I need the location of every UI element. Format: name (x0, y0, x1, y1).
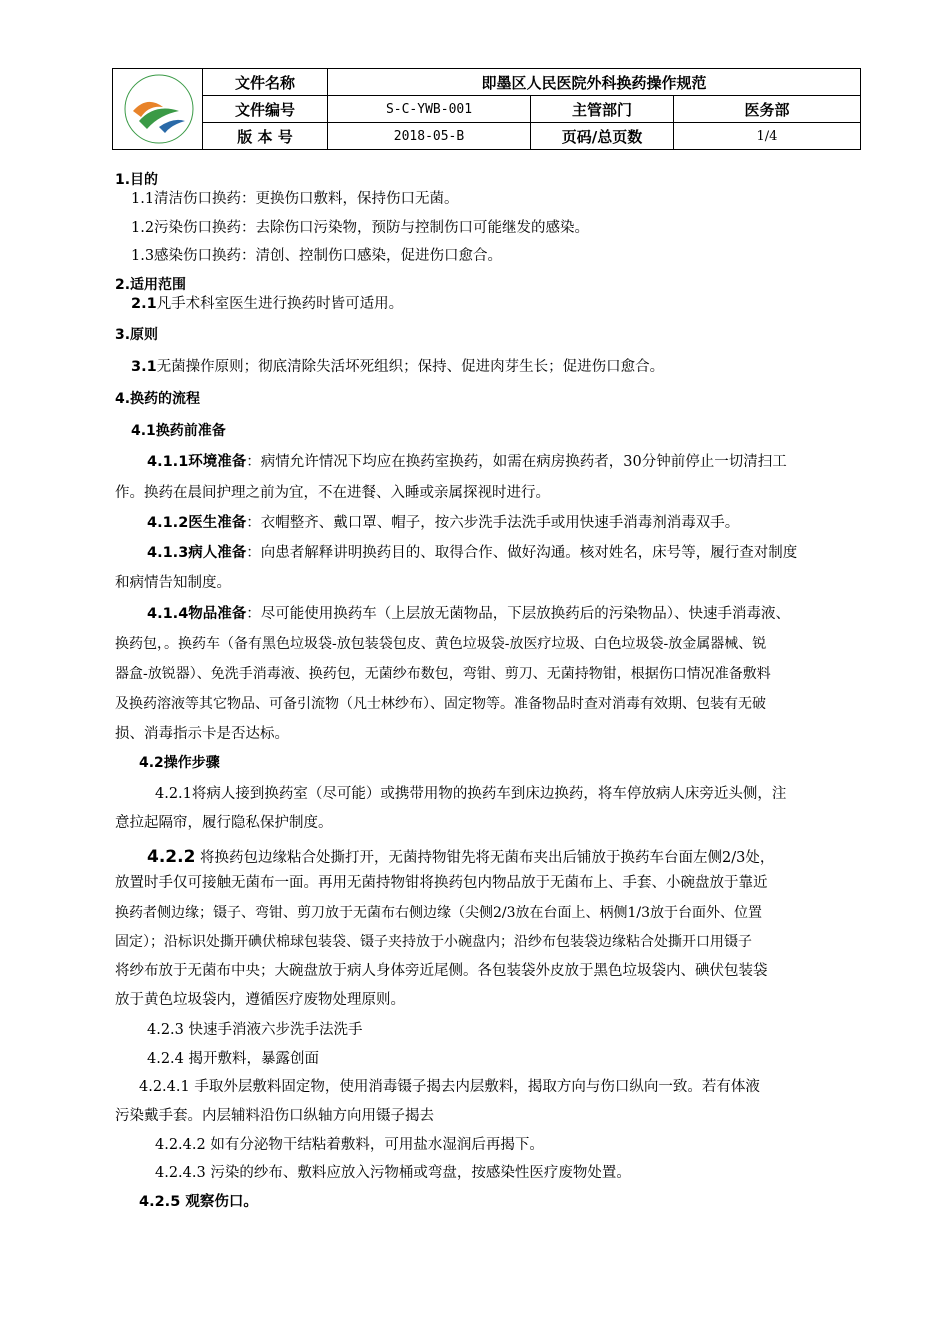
paragraph-4-2-2-line2: 放置时手仅可接触无菌布一面。再用无菌持物钳将换药包内物品放于无菌布上、手套、小碗盘放于靠近 (115, 875, 768, 891)
paragraph-1-2: 1.2污染伤口换药：去除伤口污染物，预防与控制伤口可能继发的感染。 (131, 220, 590, 236)
section-1-heading: 1.目的 (115, 172, 159, 188)
paragraph-4-1-2 (147, 513, 739, 533)
paragraph-4-2-2-line6: 放于黄色垃圾袋内，遵循医疗废物处理原则。 (115, 992, 405, 1008)
section-4-1-heading: 4.1换药前准备 (131, 423, 226, 439)
paragraph-4-2-5: 4.2.5 观察伤口。 (139, 1194, 258, 1210)
paragraph-4-2-4-1-line1: 4.2.4.1 手取外层敷料固定物，使用消毒镊子揭去内层敷料，揭取方向与伤口纵向一致。若有体液 (139, 1079, 760, 1095)
paragraph-4-1-4-text: ：尽可能使用换药车（上层放无菌物品，下层放换药后的污染物品）、快速手消毒液、 (246, 606, 791, 622)
label-version: 版 本 号 (203, 123, 328, 149)
paragraph-1-1: 1.1清洁伤口换药：更换伤口敷料，保持伤口无菌。 (131, 191, 459, 207)
paragraph-4-1-4-head: 4.1.4物品准备 (147, 606, 247, 622)
version-value: 2018-05-B (328, 123, 531, 149)
section-4-2-heading: 4.2操作步骤 (139, 755, 220, 771)
paragraph-4-1-1-text: ：病情允许情况下均应在换药室换药，如需在病房换药者，30分钟前停止一切清扫工 (246, 454, 787, 470)
paragraph-4-2-4-1-line2: 污染戴手套。内层辅料沿伤口纵轴方向用镊子揭去 (115, 1108, 434, 1124)
paragraph-2-1-text: 凡手术科室医生进行换药时皆可适用。 (156, 296, 404, 312)
label-file-number: 文件编号 (203, 96, 328, 123)
paragraph-4-1-3-head: 4.1.3病人准备 (147, 545, 247, 561)
paragraph-4-1-1-head: 4.1.1环境准备 (147, 454, 247, 470)
paragraph-4-1-4-line3: 器盒-放锐器）、免洗手消毒液、换药包，无菌纱布数包，弯钳、剪刀、无菌持物钳，根据伤口情况准备敷料 (115, 666, 771, 682)
hospital-logo-icon (119, 71, 199, 147)
paragraph-4-2-1-line1: 4.2.1将病人接到换药室（尽可能）或携带用物的换药车到床边换药，将车停放病人床旁近头侧，注 (155, 786, 787, 802)
paragraph-4-2-4: 4.2.4 揭开敷料，暴露创面 (147, 1051, 320, 1067)
department-value: 医务部 (674, 96, 860, 123)
paragraph-4-2-3: 4.2.3 快速手消液六步洗手法洗手 (147, 1022, 363, 1038)
label-file-name: 文件名称 (203, 69, 328, 96)
paragraph-1-3: 1.3感染伤口换药：清创、控制伤口感染，促进伤口愈合。 (131, 248, 503, 264)
paragraph-4-2-2-line5: 将纱布放于无菌布中央；大碗盘放于病人身体旁近尾侧。各包装袋外皮放于黑色垃圾袋内、碘伏包装袋 (115, 963, 768, 979)
paragraph-4-1-2-text: ：衣帽整齐、戴口罩、帽子，按六步洗手法洗手或用快速手消毒剂消毒双手。 (246, 515, 740, 531)
paragraph-4-1-1-line2: 作。换药在晨间护理之前为宜，不在进餐、入睡或亲属探视时进行。 (115, 485, 550, 501)
paragraph-4-1-1-line1 (147, 452, 787, 472)
paragraph-4-1-3-text: ：向患者解释讲明换药目的、取得合作、做好沟通。核对姓名，床号等，履行查对制度 (246, 545, 798, 561)
section-3-heading: 3.原则 (115, 327, 159, 343)
paragraph-4-1-3-line1 (147, 543, 797, 563)
paragraph-4-1-4-line1 (147, 604, 790, 624)
paragraph-4-1-3-line2: 和病情告知制度。 (115, 575, 231, 591)
paragraph-4-2-4-2: 4.2.4.2 如有分泌物干结粘着敷料，可用盐水湿润后再揭下。 (155, 1137, 544, 1153)
paragraph-2-1-number: 2.1 (131, 296, 157, 312)
paragraph-4-2-2-line1 (147, 847, 774, 868)
label-department: 主管部门 (531, 96, 674, 123)
paragraph-4-1-4-line2: 换药包，。换药车（备有黑色垃圾袋-放包装袋包皮、黄色垃圾袋-放医疗垃圾、白色垃圾袋-放金属器械、锐 (115, 636, 767, 652)
paragraph-3-1-number: 3.1 (131, 359, 157, 375)
paragraph-2-1 (131, 294, 403, 314)
paragraph-3-1 (131, 357, 664, 377)
paragraph-4-2-4-3: 4.2.4.3 污染的纱布、敷料应放入污物桶或弯盘，按感染性医疗废物处置。 (155, 1165, 631, 1181)
paragraph-4-1-2-head: 4.1.2医生准备 (147, 515, 247, 531)
paragraph-3-1-text: 无菌操作原则；彻底清除失活坏死组织；保持、促进肉芽生长；促进伤口愈合。 (156, 359, 665, 375)
paragraph-4-2-1-line2: 意拉起隔帘，履行隐私保护制度。 (115, 815, 333, 831)
page-value: 1/4 (756, 128, 778, 144)
file-name-value: 即墨区人民医院外科换药操作规范 (328, 69, 860, 96)
paragraph-4-1-4-line4: 及换药溶液等其它物品、可备引流物（凡士林纱布）、固定物等。准备物品时查对消毒有效期、包装有无破 (115, 696, 766, 712)
paragraph-4-2-2-line4: 固定）；沿标识处撕开碘伏棉球包装袋、镊子夹持放于小碗盘内；沿纱布包装袋边缘粘合处撕开口用镊子 (115, 934, 752, 950)
paragraph-4-1-4-line5: 损、消毒指示卡是否达标。 (115, 726, 289, 742)
paragraph-4-2-2-line3: 换药者侧边缘；镊子、弯钳、剪刀放于无菌布右侧边缘（尖侧2/3放在台面上、柄侧1/3放于台面外、位置 (115, 905, 763, 921)
paragraph-4-2-2-number: 4.2.2 (147, 847, 196, 867)
file-number-value: S-C-YWB-001 (328, 96, 531, 123)
label-page: 页码/总页数 (531, 123, 674, 149)
section-2-heading: 2.适用范围 (115, 277, 187, 293)
section-4-heading: 4.换药的流程 (115, 391, 201, 407)
header-table (112, 68, 861, 150)
paragraph-4-2-2-text: 将换药包边缘粘合处撕打开，无菌持物钳先将无菌布夹出后铺放于换药车台面左侧2/3处， (195, 850, 775, 866)
hospital-logo (113, 69, 203, 149)
